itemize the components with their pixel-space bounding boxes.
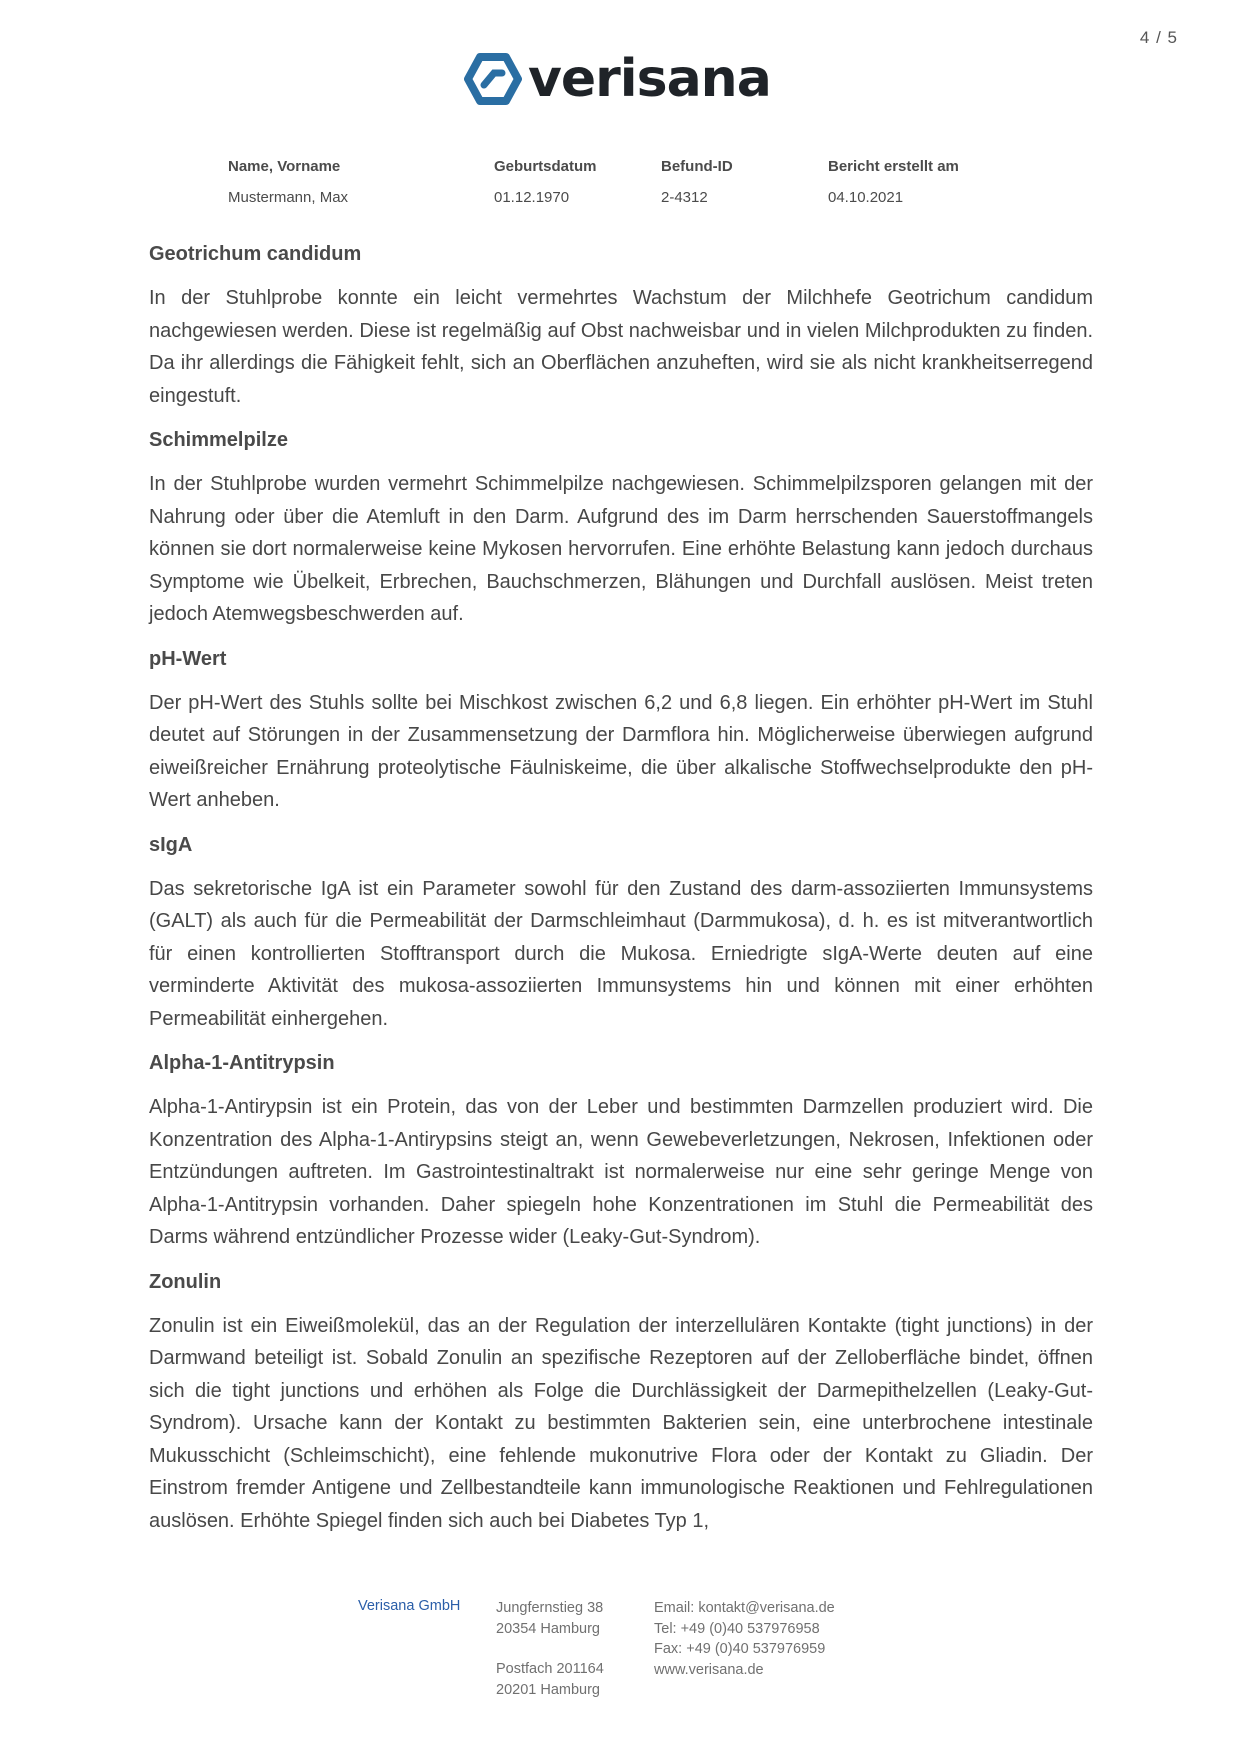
value-report-date: 04.10.2021 xyxy=(828,189,904,206)
header-name: Name, Vorname xyxy=(228,158,341,175)
section-title: Zonulin xyxy=(149,1270,222,1293)
footer-street: Jungfernstieg 38 xyxy=(496,1600,604,1616)
footer-city: 20354 Hamburg xyxy=(496,1620,600,1637)
section-text: Das sekretorische IgA ist ein Parameter sowohl für den Zustand des darm-assoziierten Immunsystems (GALT) als auch für die Permeabilität der Darmschleimhaut (Darmmukosa), d. h. es ist mitverantwortlich für einen kontrollierten Stofftransport durch die Mukosa. Erniedrigte sIgA-Werte deuten auf eine verminderte Aktivität des mukosa-assoziierten Immunsystems hin und können mit einer erhöhten Permeabilität einhergehen. xyxy=(149,877,1093,1030)
section-title: pH-Wert xyxy=(149,647,227,670)
footer-email: Email: kontakt@verisana.de xyxy=(654,1600,835,1616)
section-text: Alpha-1-Antirypsin ist ein Protein, das von der Leber und bestimmten Darmzellen produziert wird. Die Konzentration des Alpha-1-Antirypsins steigt an, wenn Gewebeverletzungen, Nekrosen, Infektionen oder Entzündungen auftreten. Im Gastrointestinaltrakt ist normalerweise nur eine sehr geringe Menge von Alpha-1-Antitrypsin vorhanden. Daher spiegeln hohe Konzentrationen im Stuhl die Permeabilität des Darms während entzündlicher Prozesse wider (Leaky-Gut-Syndrom). xyxy=(149,1096,1093,1248)
section-title: Schimmelpilze xyxy=(149,429,288,451)
footer-contact xyxy=(654,1598,835,1680)
page-number: 4 / 5 xyxy=(1139,28,1178,47)
verisana-logo xyxy=(464,48,771,110)
value-report-id: 2-4312 xyxy=(661,189,708,206)
value-birthdate: 01.12.1970 xyxy=(494,189,570,206)
footer-fax: Fax: +49 (0)40 537976959 xyxy=(654,1641,826,1657)
section-geotrichum xyxy=(149,238,1093,412)
value-name: Mustermann, Max xyxy=(228,189,349,206)
footer-address xyxy=(496,1598,604,1700)
section-zonulin xyxy=(149,1266,1093,1538)
section-text: Zonulin ist ein Eiweißmolekül, das an der Regulation der interzellulären Kontakte (tight junctions) in der Darmwand beteiligt ist. Sobald Zonulin an spezifische Rezeptoren auf der Zelloberfläche bindet, öffnen sich die tight junctions und erhöhen als Folge die Durchlässigkeit der Darmepithelzellen (Leaky-Gut-Syndrom). Ursache kann der Kontakt zu bestimmten Bakterien sein, eine unterbrochene intestinale Mukusschicht (Schleimschicht), eine fehlende mukonutrive Flora oder der Kontakt zu Gliadin. Der Einstrom fremder Antigene und Zellbestandteile kann immunologische Reaktionen und Fehlregulationen auslösen. Erhöhte Spiegel finden sich auch bei Diabetes Typ 1, xyxy=(149,1314,1093,1532)
section-text: In der Stuhlprobe konnte ein leicht vermehrtes Wachstum der Milchhefe Geotrichum candidum nachgewiesen werden. Diese ist regelmäßig auf Obst nachweisbar und in vielen Milchprodukten zu finden. Da ihr allerdings die Fähigkeit fehlt, sich an Oberflächen anzuheften, wird sie als nicht krankheitserregend eingestuft. xyxy=(149,287,1093,407)
footer-postbox-city: 20201 Hamburg xyxy=(496,1681,600,1698)
logo-text: verisana xyxy=(528,49,771,109)
section-text: In der Stuhlprobe wurden vermehrt Schimmelpilze nachgewiesen. Schimmelpilzsporen gelangen mit der Nahrung oder über die Atemluft in den Darm. Aufgrund des im Darm herrschenden Sauerstoffmangels können sie dort normalerweise keine Mykosen hervorrufen. Eine erhöhte Belastung kann jedoch durchaus Symptome wie Übelkeit, Erbrechen, Bauchschmerzen, Blähungen und Durchfall auslösen. Meist treten jedoch Atemwegsbeschwerden auf. xyxy=(149,473,1093,625)
section-title: sIgA xyxy=(149,833,193,856)
section-siga xyxy=(149,829,1093,1036)
header-report-date: Bericht erstellt am xyxy=(828,158,959,175)
section-title: Geotrichum candidum xyxy=(149,243,362,265)
report-body xyxy=(149,238,1093,1549)
footer-website: www.verisana.de xyxy=(654,1661,764,1678)
footer-company: Verisana GmbH xyxy=(358,1598,461,1614)
header-birthdate: Geburtsdatum xyxy=(494,158,597,175)
header-report-id: Befund-ID xyxy=(661,158,733,175)
footer-phone: Tel: +49 (0)40 537976958 xyxy=(654,1620,820,1637)
section-schimmelpilze xyxy=(149,424,1093,631)
verisana-logo-icon xyxy=(464,51,522,107)
section-alpha-1-antitrypsin xyxy=(149,1047,1093,1254)
section-text: Der pH-Wert des Stuhls sollte bei Mischkost zwischen 6,2 und 6,8 liegen. Ein erhöhter pH-Wert im Stuhl deutet auf Störungen in der Zusammensetzung der Darmflora hin. Möglicherweise überwiegen aufgrund eiweißreicher Ernährung proteolytische Fäulniskeime, die über alkalische Stoffwechselprodukte den pH-Wert anheben. xyxy=(149,691,1093,811)
section-title: Alpha-1-Antitrypsin xyxy=(149,1052,335,1074)
section-ph-wert xyxy=(149,643,1093,817)
footer-postbox: Postfach 201164 xyxy=(496,1661,604,1677)
